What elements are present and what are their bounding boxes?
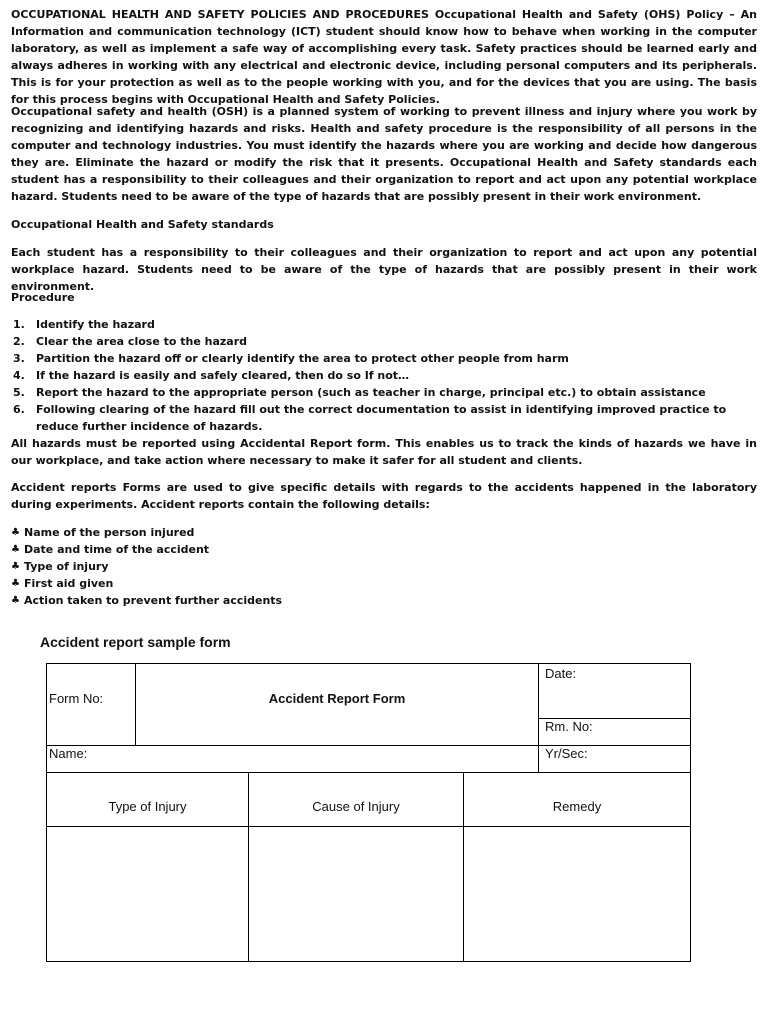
date-label: Date: [545, 666, 577, 681]
procedure-step [11, 401, 757, 435]
step-number: 6. [13, 403, 25, 416]
form-title: Accident report sample form [40, 634, 231, 650]
procedure-step [11, 367, 757, 384]
detail-text: First aid given [24, 577, 114, 590]
accident-report-form [46, 663, 691, 962]
intro-text: Occupational Health and Safety (OHS) Policy – An Information and communication technology (ICT) student should know how to behave when working in the computer laboratory, as well as implement a safe way of accomplishing every task. Safety practices should be learned early and always adheres in working with any electrical and electronic device, including personal computers and its peripherals. This is for your protection as well as to the people working with you, and for the devices that you are using. The basis for this process begins with Occupational Health and Safety Policies. [11, 8, 758, 106]
step-text: If the hazard is easily and safely cleared, then do so If not… [36, 369, 410, 382]
procedure-steps-list [11, 316, 757, 435]
step-number: 2. [13, 335, 25, 348]
step-text: Following clearing of the hazard fill out the correct documentation to assist in identifying improved practice to reduce further incidence of hazards. [36, 403, 727, 433]
report-all-paragraph: All hazards must be reported using Accidental Report form. This enables us to track the kinds of hazards we have in our workplace, and take action where necessary to make it safer for all student and clients. [11, 437, 757, 467]
detail-item [11, 575, 282, 592]
form-header: Accident Report Form [268, 691, 406, 706]
step-text: Identify the hazard [36, 318, 155, 331]
osh-paragraph: Occupational safety and health (OSH) is a planned system of working to prevent illness and injury where you work by recognizing and identifying hazards and risks. Health and safety procedure is the responsibility of all persons in the computer and technology industries. You must identify the hazards where you are working and decide how dangerous they are. Eliminate the hazard or modify the risk that it presents. Occupational Health and Safety standards each student has a responsibility to their colleagues and their organization to report and act upon any potential workplace hazard. Students need to be aware of the type of hazards that are possibly present in their work environment. [11, 105, 757, 203]
step-number: 1. [13, 318, 25, 331]
form-divider [47, 826, 690, 827]
standards-heading: Occupational Health and Safety standards [11, 218, 274, 231]
procedure-step [11, 350, 757, 367]
form-no-label: Form No: [49, 691, 104, 706]
club-icon: ♣ [11, 544, 20, 555]
cause-of-injury-header: Cause of Injury [312, 799, 400, 814]
club-icon: ♣ [11, 595, 20, 606]
step-text: Report the hazard to the appropriate person (such as teacher in charge, principal etc.) to obtain assistance [36, 386, 706, 399]
detail-item [11, 541, 282, 558]
procedure-step [11, 316, 757, 333]
procedure-step [11, 384, 757, 401]
step-number: 5. [13, 386, 25, 399]
step-number: 4. [13, 369, 25, 382]
step-number: 3. [13, 352, 25, 365]
step-text: Partition the hazard off or clearly identify the area to protect other people from harm [36, 352, 569, 365]
detail-item [11, 524, 282, 541]
rm-no-label: Rm. No: [545, 719, 593, 734]
detail-text: Date and time of the accident [24, 543, 210, 556]
procedure-heading: Procedure [11, 291, 75, 304]
remedy-header: Remedy [552, 799, 602, 814]
detail-item [11, 592, 282, 609]
accident-reports-paragraph: Accident reports Forms are used to give specific details with regards to the accidents happened in the laboratory during experiments. Accident reports contain the following details: [11, 481, 757, 511]
club-icon: ♣ [11, 578, 20, 589]
intro-paragraph [11, 6, 757, 108]
procedure-step [11, 333, 757, 350]
club-icon: ♣ [11, 527, 20, 538]
accident-details-list [11, 524, 282, 609]
detail-text: Name of the person injured [24, 526, 195, 539]
detail-item [11, 558, 282, 575]
club-icon: ♣ [11, 561, 20, 572]
type-of-injury-header: Type of Injury [108, 799, 187, 814]
name-label: Name: [49, 746, 88, 761]
form-divider [47, 745, 690, 746]
yr-sec-label: Yr/Sec: [545, 746, 588, 761]
form-divider [47, 772, 690, 773]
step-text: Clear the area close to the hazard [36, 335, 248, 348]
standards-paragraph: Each student has a responsibility to their colleagues and their organization to report and act upon any potential workplace hazard. Students need to be aware of the type of hazards that are possibly present in their work environment. [11, 246, 757, 293]
detail-text: Type of injury [24, 560, 109, 573]
intro-heading: OCCUPATIONAL HEALTH AND SAFETY POLICIES AND PROCEDURES [11, 8, 429, 21]
detail-text: Action taken to prevent further accidents [24, 594, 283, 607]
